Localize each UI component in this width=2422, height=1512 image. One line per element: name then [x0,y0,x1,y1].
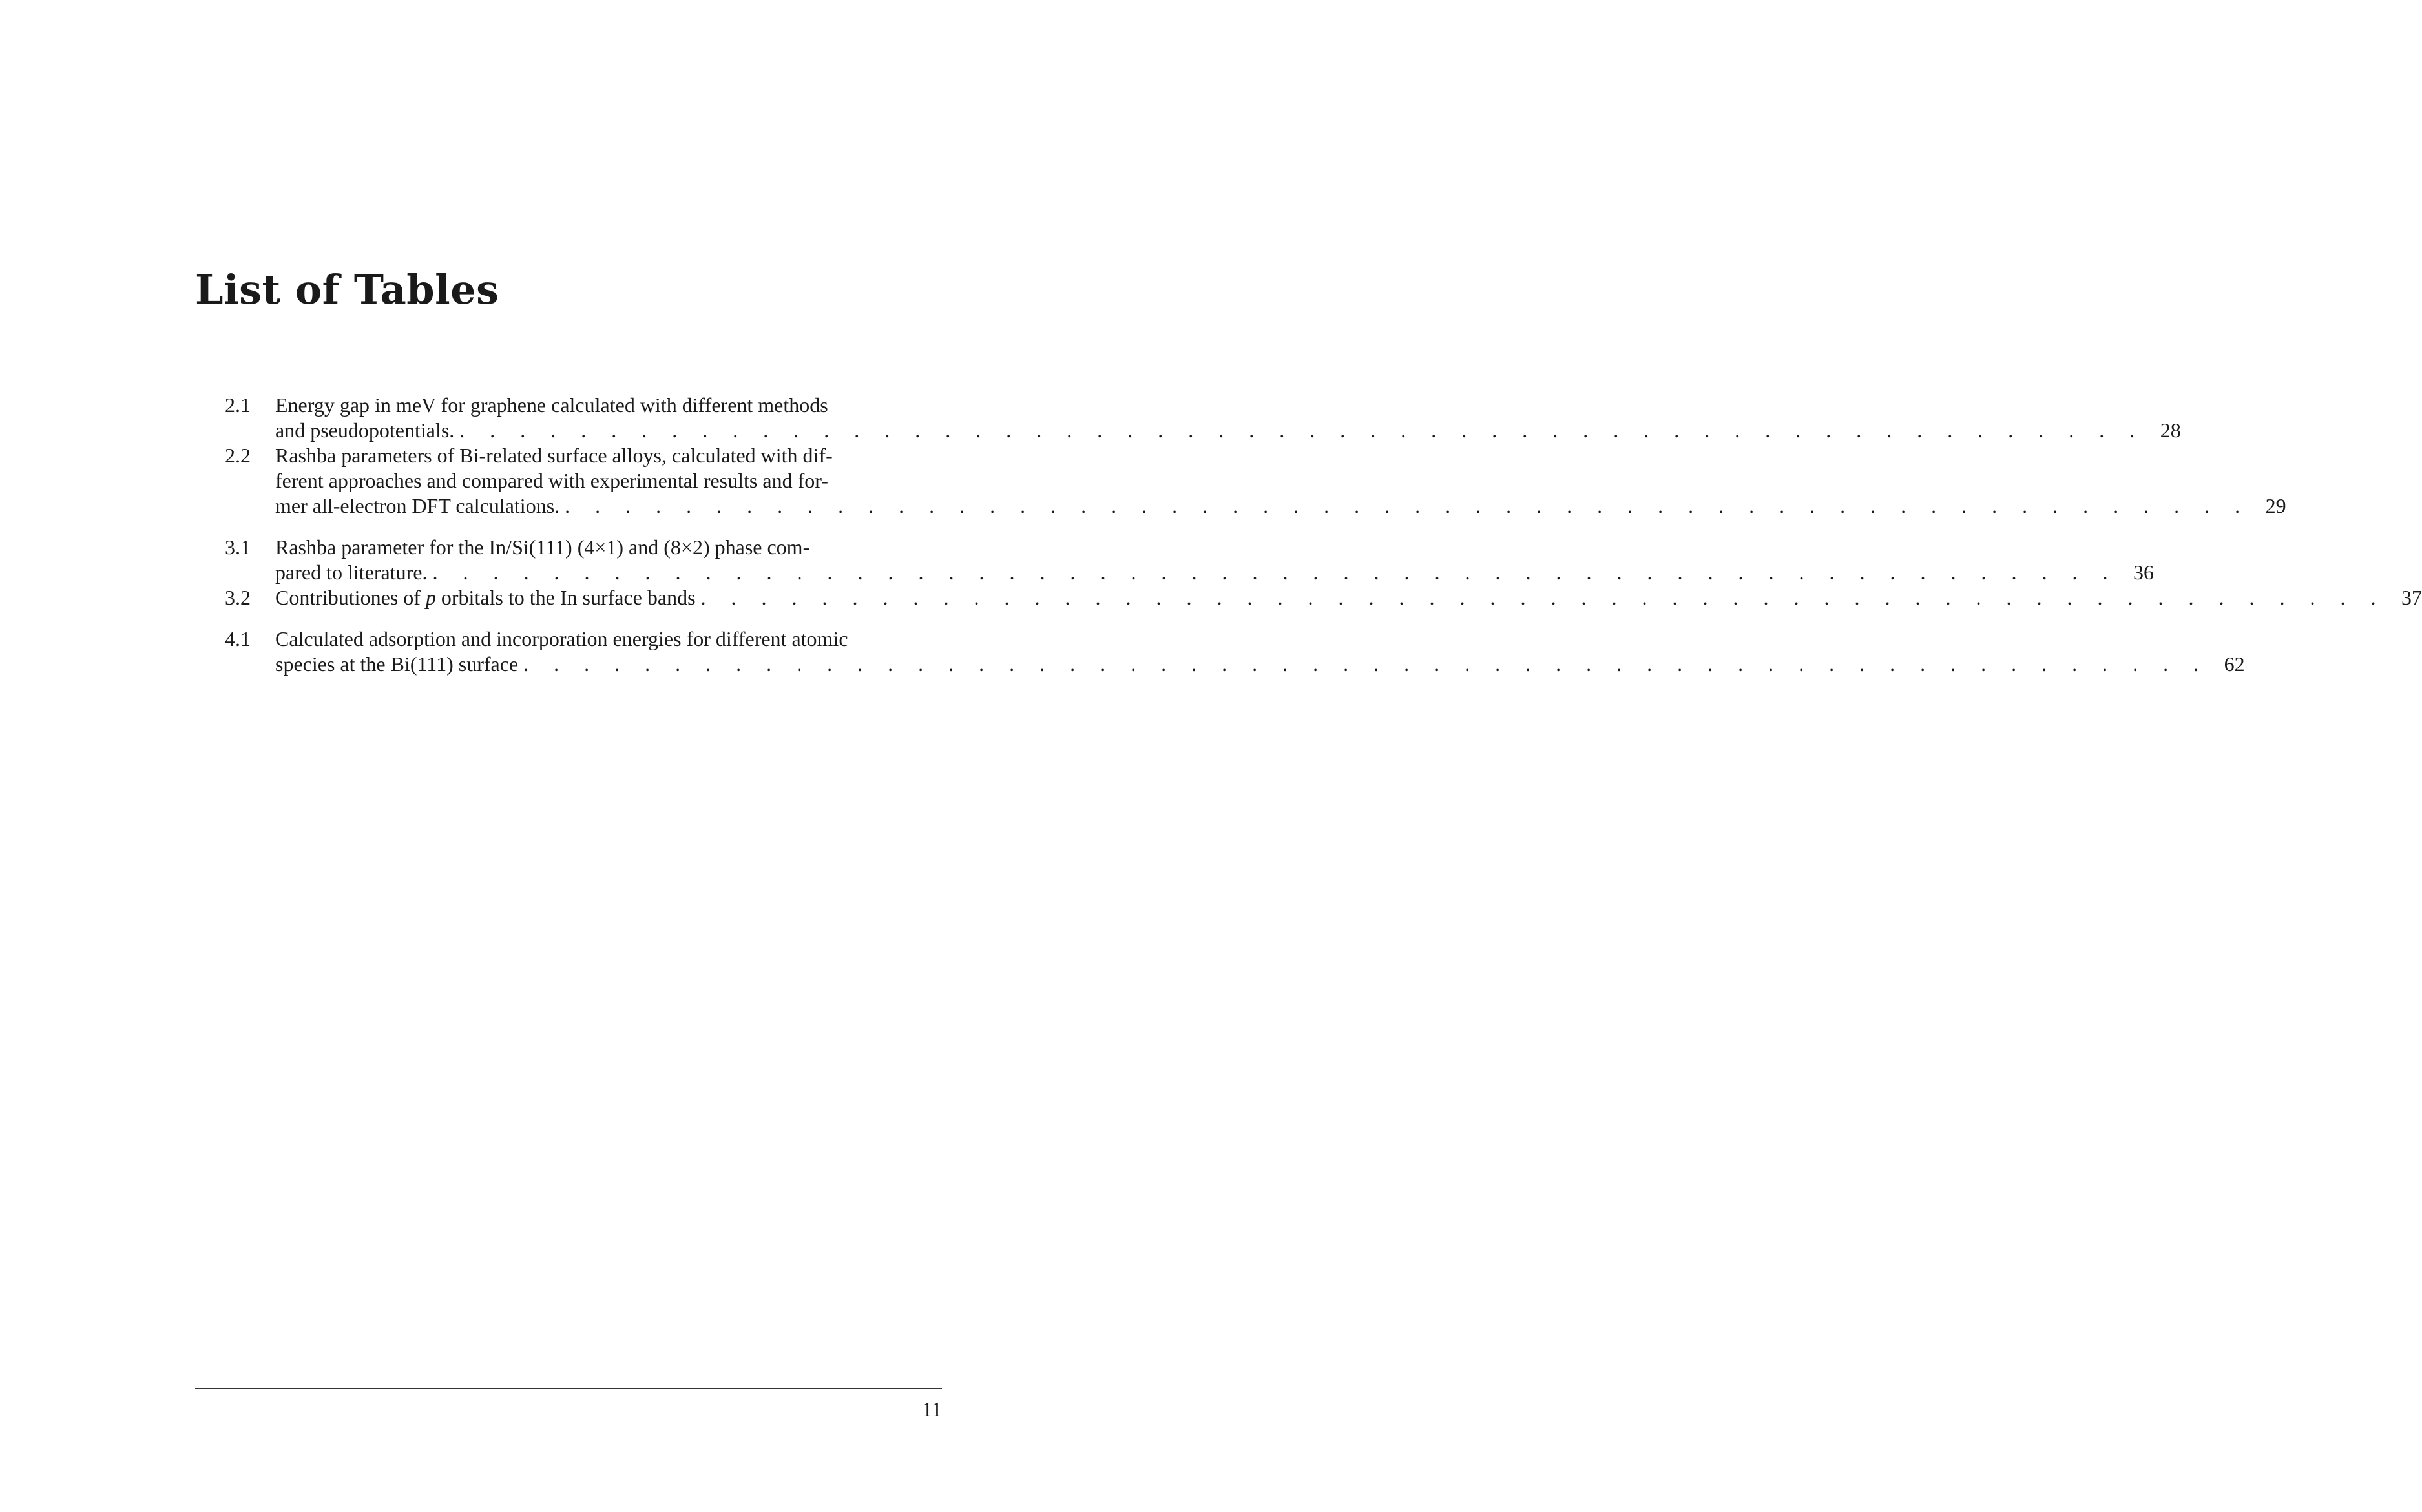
entry-line-end: mer all-electron DFT calculations. [275,494,560,517]
entry-last-line [275,652,2245,677]
entry-line-end [275,585,696,610]
table-entry-3-1[interactable] [225,535,2154,585]
list-of-tables [225,393,2422,677]
table-number: 2.1 [225,393,251,417]
page-ref: 62 [2224,652,2245,676]
chapter-4-group [225,627,2245,677]
entry-line: Rashba parameters of Bi-related surface alloys, calculated with dif- [275,444,833,467]
page-number: 11 [922,1398,942,1421]
dot-leader: . . . . . . . . . . . . . . . . . . . . . . . . . . . . . . . . . . . . . . . . . . . . . . . . . . . . . . . . [459,419,2145,442]
entry-line-end: pared to literature. [275,561,428,584]
entry-text-suffix: orbitals to the In surface bands [435,586,696,609]
page-ref: 28 [2160,419,2181,442]
table-number: 2.2 [225,444,251,467]
dot-leader: . . . . . . . . . . . . . . . . . . . . . . . . . . . . . . . . . . . . . . . . . . . . . . . . . . . . . . . . [565,494,2250,517]
entry-last-line [275,585,2422,610]
table-number: 4.1 [225,627,251,650]
page-ref: 36 [2133,561,2154,584]
entry-text-italic: p [425,586,436,609]
dot-leader: . . . . . . . . . . . . . . . . . . . . . . . . . . . . . . . . . . . . . . . . . . . . . . . . . . . . . . . . [432,561,2118,584]
chapter-3-group [225,535,2422,610]
entry-line: Energy gap in meV for graphene calculated with different methods [275,393,828,417]
entry-last-line [275,493,2286,519]
page-ref: 37 [2401,586,2422,609]
page-title: List of Tables [195,266,499,313]
entry-last-line [275,418,2181,443]
table-entry-4-1[interactable] [225,627,2245,677]
table-entry-3-2[interactable] [225,585,2422,610]
chapter-2-group [225,393,2286,519]
entry-line: Rashba parameter for the In/Si(111) (4×1) and (8×2) phase com- [275,535,810,559]
table-entry-2-2[interactable] [225,443,2286,519]
entry-text-prefix: Contributiones of [275,586,426,609]
table-entry-2-1[interactable] [225,393,2181,443]
dot-leader: . . . . . . . . . . . . . . . . . . . . . . . . . . . . . . . . . . . . . . . . . . . . . . . . . . . . . . . . [700,586,2386,609]
footer-rule [195,1388,942,1389]
entry-last-line [275,560,2154,585]
table-number: 3.1 [225,535,251,559]
entry-line: Calculated adsorption and incorporation energies for different atomic [275,627,848,650]
table-number: 3.2 [225,586,251,609]
page-ref: 29 [2265,494,2286,517]
dot-leader: . . . . . . . . . . . . . . . . . . . . . . . . . . . . . . . . . . . . . . . . . . . . . . . . . . . . . . . . [523,652,2209,676]
entry-line: ferent approaches and compared with experimental results and for- [275,469,828,492]
entry-line-end: species at the Bi(111) surface [275,652,519,676]
entry-line-end: and pseudopotentials. [275,419,455,442]
